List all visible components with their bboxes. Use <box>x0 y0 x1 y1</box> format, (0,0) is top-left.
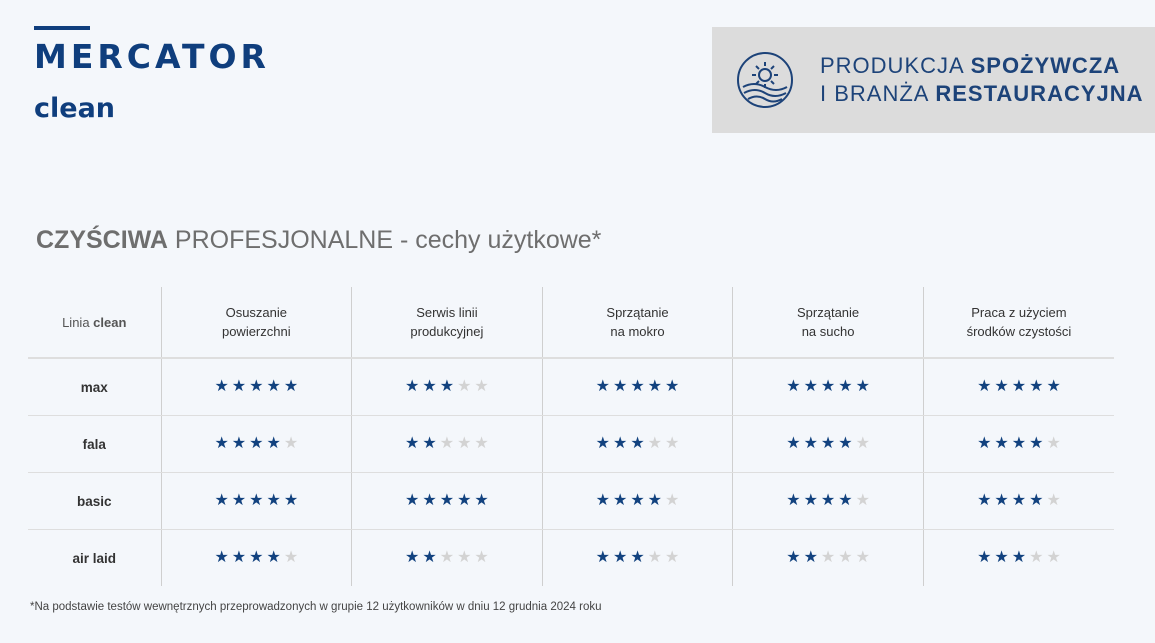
star-filled-icon: ★ <box>994 435 1009 452</box>
star-filled-icon: ★ <box>612 378 628 395</box>
star-filled-icon: ★ <box>820 492 836 509</box>
star-empty-icon: ★ <box>439 549 455 566</box>
rating-cell <box>161 530 352 587</box>
star-filled-icon: ★ <box>665 378 680 395</box>
column-header-line: na sucho <box>801 324 855 339</box>
star-filled-icon: ★ <box>405 435 420 452</box>
column-header-line: Sprzątanie <box>606 305 669 320</box>
column-header-line: środków czystości <box>966 324 1072 339</box>
star-filled-icon: ★ <box>1011 492 1027 509</box>
star-filled-icon: ★ <box>266 378 281 395</box>
row-label: max <box>28 358 161 416</box>
star-filled-icon: ★ <box>630 549 645 566</box>
star-empty-icon: ★ <box>647 435 662 452</box>
star-rating <box>596 550 680 566</box>
star-filled-icon: ★ <box>803 549 818 566</box>
star-filled-icon: ★ <box>231 378 247 395</box>
star-empty-icon: ★ <box>665 492 680 509</box>
star-filled-icon: ★ <box>1029 435 1044 452</box>
star-filled-icon: ★ <box>612 549 628 566</box>
rating-cell <box>352 473 543 530</box>
rating-cell <box>352 416 543 473</box>
star-rating <box>214 379 298 395</box>
row-label: basic <box>28 473 161 530</box>
rating-cell <box>161 416 352 473</box>
star-filled-icon: ★ <box>231 435 247 452</box>
star-empty-icon: ★ <box>855 492 870 509</box>
star-rating <box>596 379 680 395</box>
star-filled-icon: ★ <box>214 492 229 509</box>
star-empty-icon: ★ <box>474 549 489 566</box>
star-filled-icon: ★ <box>439 378 455 395</box>
star-filled-icon: ★ <box>422 435 437 452</box>
rating-cell <box>923 473 1114 530</box>
star-filled-icon: ★ <box>1029 492 1044 509</box>
star-filled-icon: ★ <box>439 492 455 509</box>
star-rating <box>977 493 1061 509</box>
star-empty-icon: ★ <box>1046 435 1061 452</box>
star-empty-icon: ★ <box>855 435 870 452</box>
star-empty-icon: ★ <box>820 549 836 566</box>
column-header <box>161 287 352 358</box>
star-empty-icon: ★ <box>1046 549 1061 566</box>
page-title: CZYŚCIWA PROFESJONALNE - cechy użytkowe* <box>36 226 602 254</box>
star-rating <box>977 379 1061 395</box>
star-filled-icon: ★ <box>283 492 299 509</box>
star-empty-icon: ★ <box>283 549 299 566</box>
star-rating <box>596 436 680 452</box>
star-filled-icon: ★ <box>994 549 1009 566</box>
star-filled-icon: ★ <box>1046 378 1061 395</box>
star-filled-icon: ★ <box>595 378 610 395</box>
star-filled-icon: ★ <box>405 492 420 509</box>
star-filled-icon: ★ <box>266 492 281 509</box>
rating-cell <box>542 358 733 416</box>
rating-cell <box>542 473 733 530</box>
row-label: fala <box>28 416 161 473</box>
star-empty-icon: ★ <box>665 549 680 566</box>
column-header <box>352 287 543 358</box>
star-empty-icon: ★ <box>1029 549 1044 566</box>
star-filled-icon: ★ <box>457 492 472 509</box>
star-filled-icon: ★ <box>422 492 437 509</box>
star-filled-icon: ★ <box>977 435 992 452</box>
star-rating <box>405 493 489 509</box>
table-row <box>28 358 1114 416</box>
column-header <box>542 287 733 358</box>
star-rating <box>405 550 489 566</box>
rating-cell <box>352 530 543 587</box>
star-filled-icon: ★ <box>595 492 610 509</box>
star-rating <box>786 550 870 566</box>
mercator-logo <box>34 26 270 122</box>
star-filled-icon: ★ <box>1029 378 1044 395</box>
star-empty-icon: ★ <box>855 549 870 566</box>
star-filled-icon: ★ <box>647 492 662 509</box>
star-rating <box>977 550 1061 566</box>
star-rating <box>405 436 489 452</box>
star-rating <box>405 379 489 395</box>
rating-cell <box>733 473 924 530</box>
star-empty-icon: ★ <box>647 549 662 566</box>
table-header-row <box>28 287 1114 358</box>
rating-cell <box>161 358 352 416</box>
rating-cell <box>733 358 924 416</box>
star-filled-icon: ★ <box>231 549 247 566</box>
star-empty-icon: ★ <box>474 378 489 395</box>
star-filled-icon: ★ <box>647 378 662 395</box>
star-filled-icon: ★ <box>405 549 420 566</box>
rating-cell <box>733 530 924 587</box>
column-header <box>733 287 924 358</box>
star-empty-icon: ★ <box>283 435 299 452</box>
corner-header: Linia clean <box>28 287 161 358</box>
star-empty-icon: ★ <box>838 549 853 566</box>
star-filled-icon: ★ <box>1011 549 1027 566</box>
sector-line-2: I BRANŻA RESTAURACYJNA <box>820 81 1144 106</box>
column-header-line: Sprzątanie <box>797 305 860 320</box>
logo-wordmark: MERCATOR <box>34 37 270 76</box>
star-filled-icon: ★ <box>422 549 437 566</box>
star-empty-icon: ★ <box>1046 492 1061 509</box>
star-rating <box>214 550 298 566</box>
rating-cell <box>542 416 733 473</box>
rating-cell <box>352 358 543 416</box>
star-filled-icon: ★ <box>612 492 628 509</box>
column-header-line: powierzchni <box>221 324 291 339</box>
star-filled-icon: ★ <box>422 378 437 395</box>
star-filled-icon: ★ <box>249 378 264 395</box>
star-filled-icon: ★ <box>266 549 281 566</box>
star-filled-icon: ★ <box>474 492 489 509</box>
star-empty-icon: ★ <box>457 549 472 566</box>
star-filled-icon: ★ <box>786 378 801 395</box>
star-empty-icon: ★ <box>457 378 472 395</box>
star-filled-icon: ★ <box>803 378 818 395</box>
star-empty-icon: ★ <box>665 435 680 452</box>
logo-product-line: clean <box>34 93 116 124</box>
rating-cell <box>923 358 1114 416</box>
star-rating <box>214 436 298 452</box>
rating-cell <box>923 530 1114 587</box>
column-header <box>923 287 1114 358</box>
star-filled-icon: ★ <box>803 492 818 509</box>
star-filled-icon: ★ <box>803 435 818 452</box>
star-filled-icon: ★ <box>405 378 420 395</box>
column-header-line: Osuszanie <box>225 305 287 320</box>
star-rating <box>596 493 680 509</box>
food-production-gear-icon <box>734 49 796 111</box>
footnote: *Na podstawie testów wewnętrznych przeprowadzonych w grupie 12 użytkowników w dniu 12 grudnia 2024 roku <box>30 601 602 613</box>
star-empty-icon: ★ <box>457 435 472 452</box>
star-rating <box>786 493 870 509</box>
sector-title <box>820 52 1144 108</box>
star-filled-icon: ★ <box>266 435 281 452</box>
star-filled-icon: ★ <box>786 492 801 509</box>
star-filled-icon: ★ <box>214 549 229 566</box>
column-header-line: produkcyjnej <box>410 324 484 339</box>
star-filled-icon: ★ <box>595 549 610 566</box>
star-filled-icon: ★ <box>595 435 610 452</box>
star-filled-icon: ★ <box>977 378 992 395</box>
star-filled-icon: ★ <box>214 435 229 452</box>
column-header-line: Serwis linii <box>416 305 478 320</box>
star-rating <box>786 436 870 452</box>
star-filled-icon: ★ <box>994 378 1009 395</box>
star-filled-icon: ★ <box>820 378 836 395</box>
rating-cell <box>161 473 352 530</box>
ratings-table <box>28 287 1114 586</box>
star-filled-icon: ★ <box>612 435 628 452</box>
table-row <box>28 473 1114 530</box>
star-filled-icon: ★ <box>820 435 836 452</box>
star-filled-icon: ★ <box>283 378 299 395</box>
star-filled-icon: ★ <box>994 492 1009 509</box>
star-filled-icon: ★ <box>630 435 645 452</box>
star-filled-icon: ★ <box>838 435 853 452</box>
column-header-line: Praca z użyciem <box>971 305 1067 320</box>
rating-cell <box>733 416 924 473</box>
star-filled-icon: ★ <box>630 378 645 395</box>
star-filled-icon: ★ <box>786 435 801 452</box>
star-rating <box>786 379 870 395</box>
star-filled-icon: ★ <box>249 549 264 566</box>
star-rating <box>977 436 1061 452</box>
star-empty-icon: ★ <box>439 435 455 452</box>
rating-cell <box>542 530 733 587</box>
star-filled-icon: ★ <box>1011 378 1027 395</box>
star-filled-icon: ★ <box>1011 435 1027 452</box>
rating-cell <box>923 416 1114 473</box>
sector-banner <box>712 27 1155 133</box>
star-filled-icon: ★ <box>977 549 992 566</box>
star-rating <box>214 493 298 509</box>
star-filled-icon: ★ <box>838 492 853 509</box>
star-filled-icon: ★ <box>231 492 247 509</box>
star-filled-icon: ★ <box>630 492 645 509</box>
star-filled-icon: ★ <box>249 492 264 509</box>
star-filled-icon: ★ <box>977 492 992 509</box>
logo-accent-bar <box>34 26 90 30</box>
star-filled-icon: ★ <box>838 378 853 395</box>
star-empty-icon: ★ <box>474 435 489 452</box>
row-label: air laid <box>72 550 117 566</box>
star-filled-icon: ★ <box>786 549 801 566</box>
star-filled-icon: ★ <box>855 378 870 395</box>
star-filled-icon: ★ <box>214 378 229 395</box>
sector-line-1: PRODUKCJA SPOŻYWCZA <box>820 53 1121 78</box>
table-row <box>28 530 1114 587</box>
column-header-line: na mokro <box>610 324 665 339</box>
star-filled-icon: ★ <box>249 435 264 452</box>
table-row <box>28 416 1114 473</box>
